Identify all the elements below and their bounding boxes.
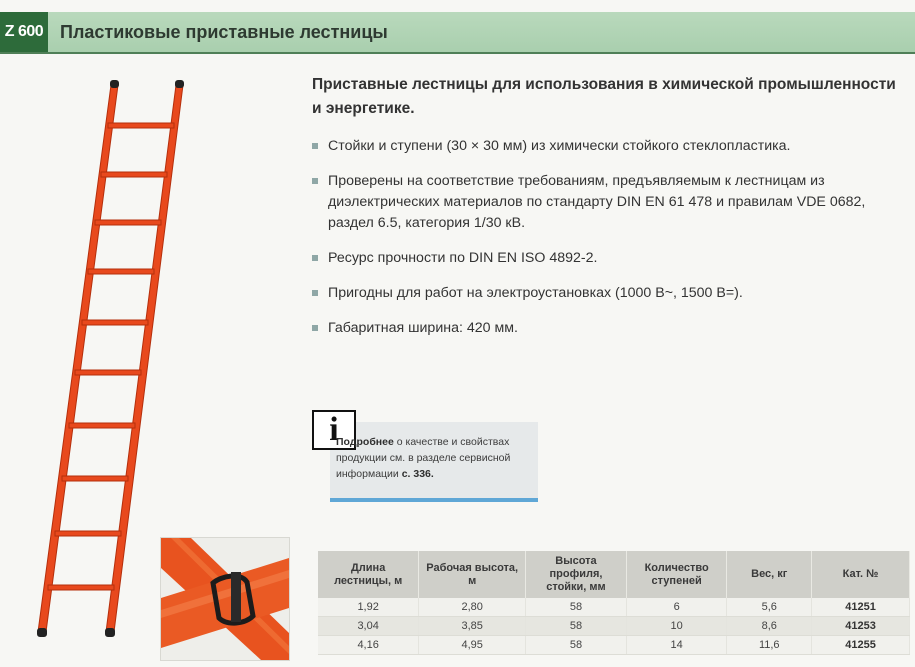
table-cell: 58 — [526, 636, 627, 655]
column-header: Кат. № — [812, 551, 910, 598]
square-bullet-icon — [312, 143, 318, 149]
table-cell: 4,16 — [318, 636, 419, 655]
list-item: Пригодны для работ на электроустановках (1000 В~, 1500 В=). — [312, 283, 907, 304]
catalog-number: 41253 — [812, 617, 910, 636]
column-header: Рабочая высота, м — [419, 551, 526, 598]
catalog-number: 41255 — [812, 636, 910, 655]
table-cell: 6 — [626, 598, 727, 617]
table-cell: 4,95 — [419, 636, 526, 655]
list-item: Стойки и ступени (30 × 30 мм) из химически стойкого стеклопластика. — [312, 136, 907, 157]
section-header — [0, 12, 915, 54]
table-cell: 58 — [526, 617, 627, 636]
table-row — [318, 598, 910, 617]
section-title: Пластиковые приставные лестницы — [60, 22, 388, 42]
table-header-row — [318, 551, 910, 598]
table-cell: 14 — [626, 636, 727, 655]
table-cell: 2,80 — [419, 598, 526, 617]
table-cell: 1,92 — [318, 598, 419, 617]
feature-list — [312, 136, 907, 353]
list-item: Ресурс прочности по DIN EN ISO 4892-2. — [312, 248, 907, 269]
info-text: Подробнее о качестве и свойствах продукции см. в разделе сервисной информации с. 336. — [336, 436, 511, 480]
info-icon: i — [312, 410, 356, 450]
catalog-number: 41251 — [812, 598, 910, 617]
specs-table — [318, 551, 910, 655]
square-bullet-icon — [312, 290, 318, 296]
square-bullet-icon — [312, 255, 318, 261]
table-row — [318, 617, 910, 636]
section-code: Z 600 — [0, 12, 48, 52]
column-header: Высота профиля, стойки, мм — [526, 551, 627, 598]
table-cell: 10 — [626, 617, 727, 636]
square-bullet-icon — [312, 178, 318, 184]
rung-joint-photo — [160, 537, 290, 661]
column-header: Вес, кг — [727, 551, 812, 598]
table-cell: 58 — [526, 598, 627, 617]
table-cell: 11,6 — [727, 636, 812, 655]
column-header: Количество ступеней — [626, 551, 727, 598]
list-item: Габаритная ширина: 420 мм. — [312, 318, 907, 339]
table-cell: 3,04 — [318, 617, 419, 636]
table-cell: 3,85 — [419, 617, 526, 636]
table-row — [318, 636, 910, 655]
intro-heading: Приставные лестницы для использования в химической промышленности и энергетике. — [312, 76, 896, 117]
table-cell: 8,6 — [727, 617, 812, 636]
table-cell: 5,6 — [727, 598, 812, 617]
square-bullet-icon — [312, 325, 318, 331]
column-header: Длина лестницы, м — [318, 551, 419, 598]
list-item: Проверены на соответствие требованиям, предъявляемым к лестницам из диэлектрических материалов по стандарту DIN EN 61 478 и правилам VDE 0682, раздел 6.5, категория 1/30 кВ. — [312, 171, 907, 234]
